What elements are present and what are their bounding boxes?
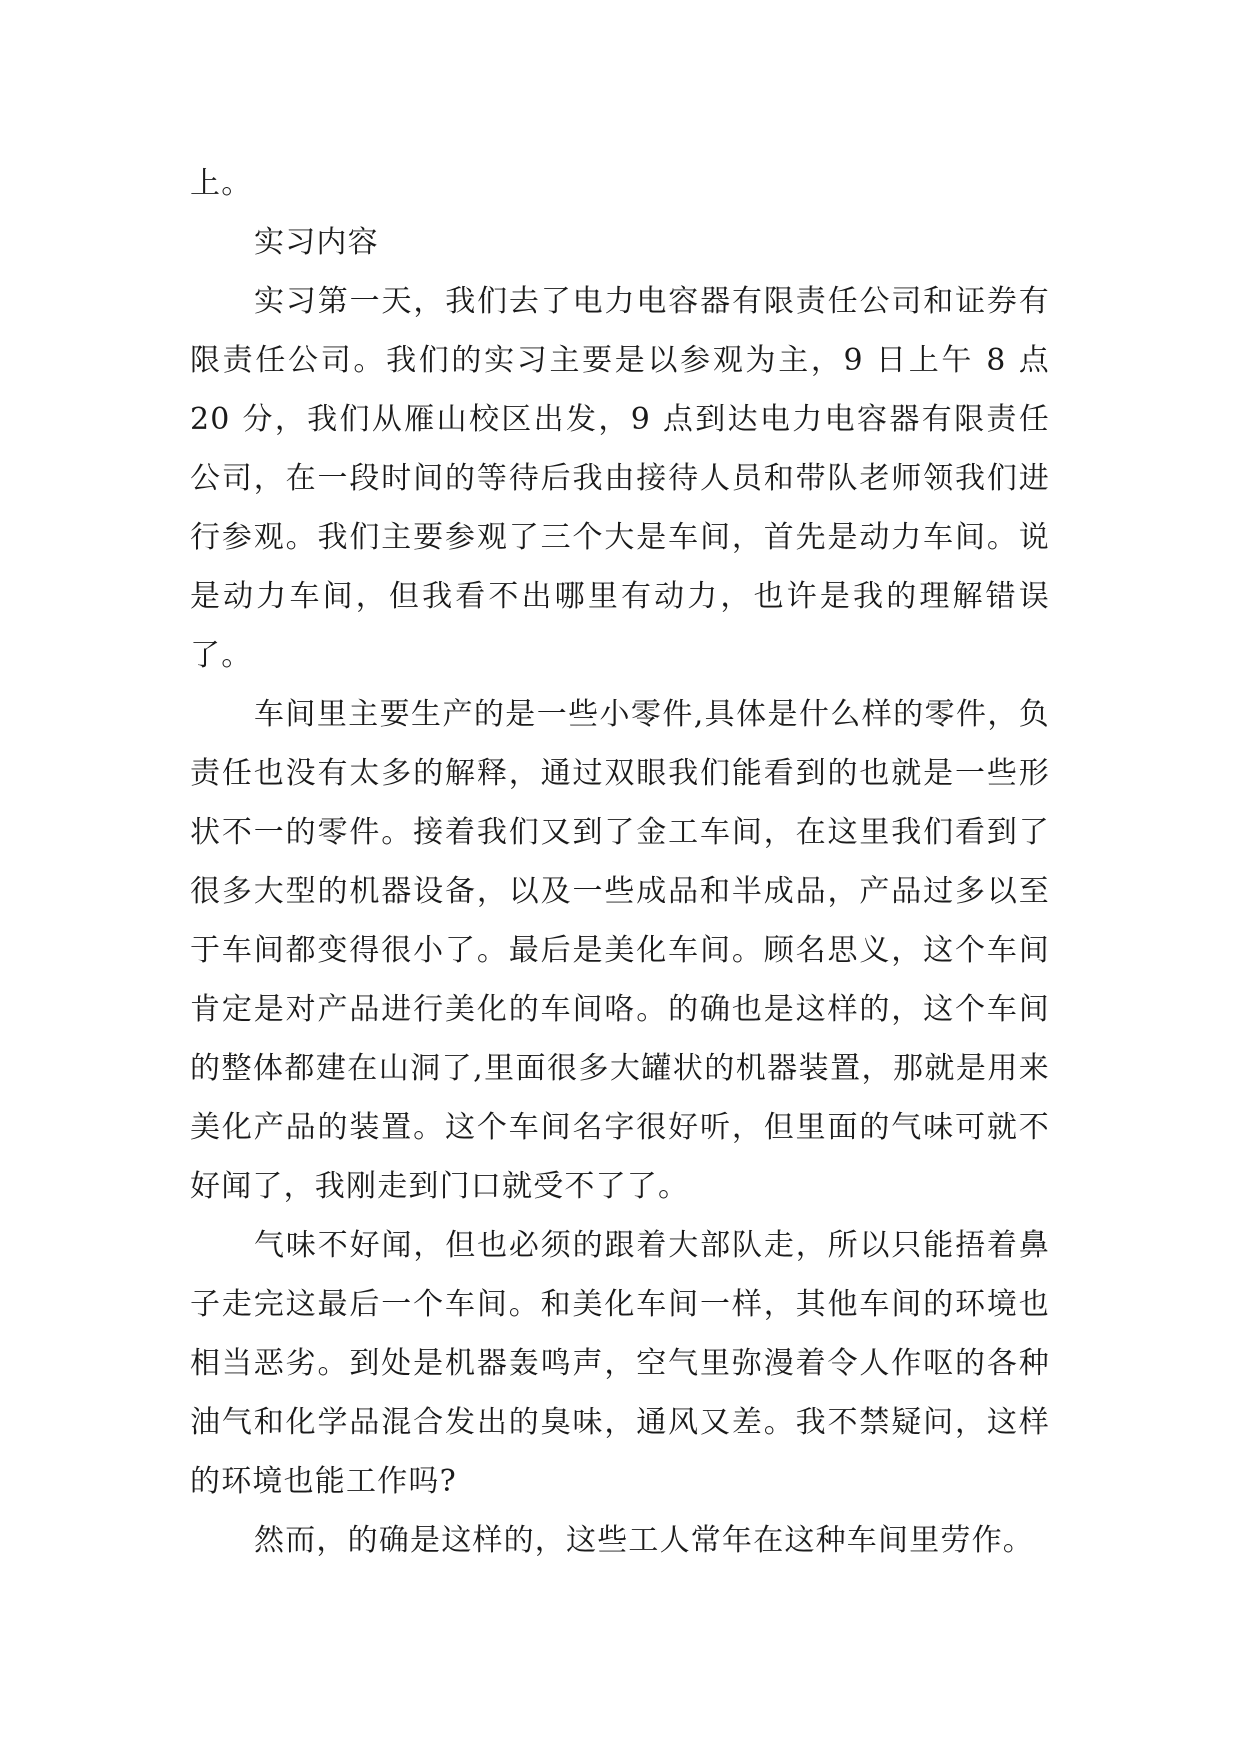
section-heading: 实习内容 — [254, 225, 379, 260]
document-body — [190, 154, 1050, 1570]
paragraph: 然而，的确是这样的，这些工人常年在这种车间里劳作。 — [254, 1523, 1034, 1558]
paragraph-continuation: 上。 — [190, 166, 253, 201]
paragraph: 车间里主要生产的是一些小零件,具体是什么样的零件，负责任也没有太多的解释，通过双眼我们能看到的也就是一些形状不一的零件。接着我们又到了金工车间，在这里我们看到了很多大型的机器设备，以及一些成品和半成品，产品过多以至于车间都变得很小了。最后是美化车间。顾名思义，这个车间肯定是对产品进行美化的车间咯。的确也是这样的，这个车间的整体都建在山洞了,里面很多大罐状的机器装置，那就是用来美化产品的装置。这个车间名字很好听，但里面的气味可就不好闻了，我刚走到门口就受不了了。 — [190, 697, 1050, 1204]
paragraph: 气味不好闻，但也必须的跟着大部队走，所以只能捂着鼻子走完这最后一个车间。和美化车间一样，其他车间的环境也相当恶劣。到处是机器轰鸣声，空气里弥漫着令人作呕的各种油气和化学品混合发出的臭味，通风又差。我不禁疑问，这样的环境也能工作吗? — [190, 1228, 1050, 1499]
paragraph: 实习第一天，我们去了电力电容器有限责任公司和证券有限责任公司。我们的实习主要是以参观为主，9 日上午 8 点 20 分，我们从雁山校区出发，9 点到达电力电容器有限责任公司，在一段时间的等待后我由接待人员和带队老师领我们进行参观。我们主要参观了三个大是车间，首先是动力车间。说是动力车间，但我看不出哪里有动力，也许是我的理解错误了。 — [190, 284, 1050, 673]
